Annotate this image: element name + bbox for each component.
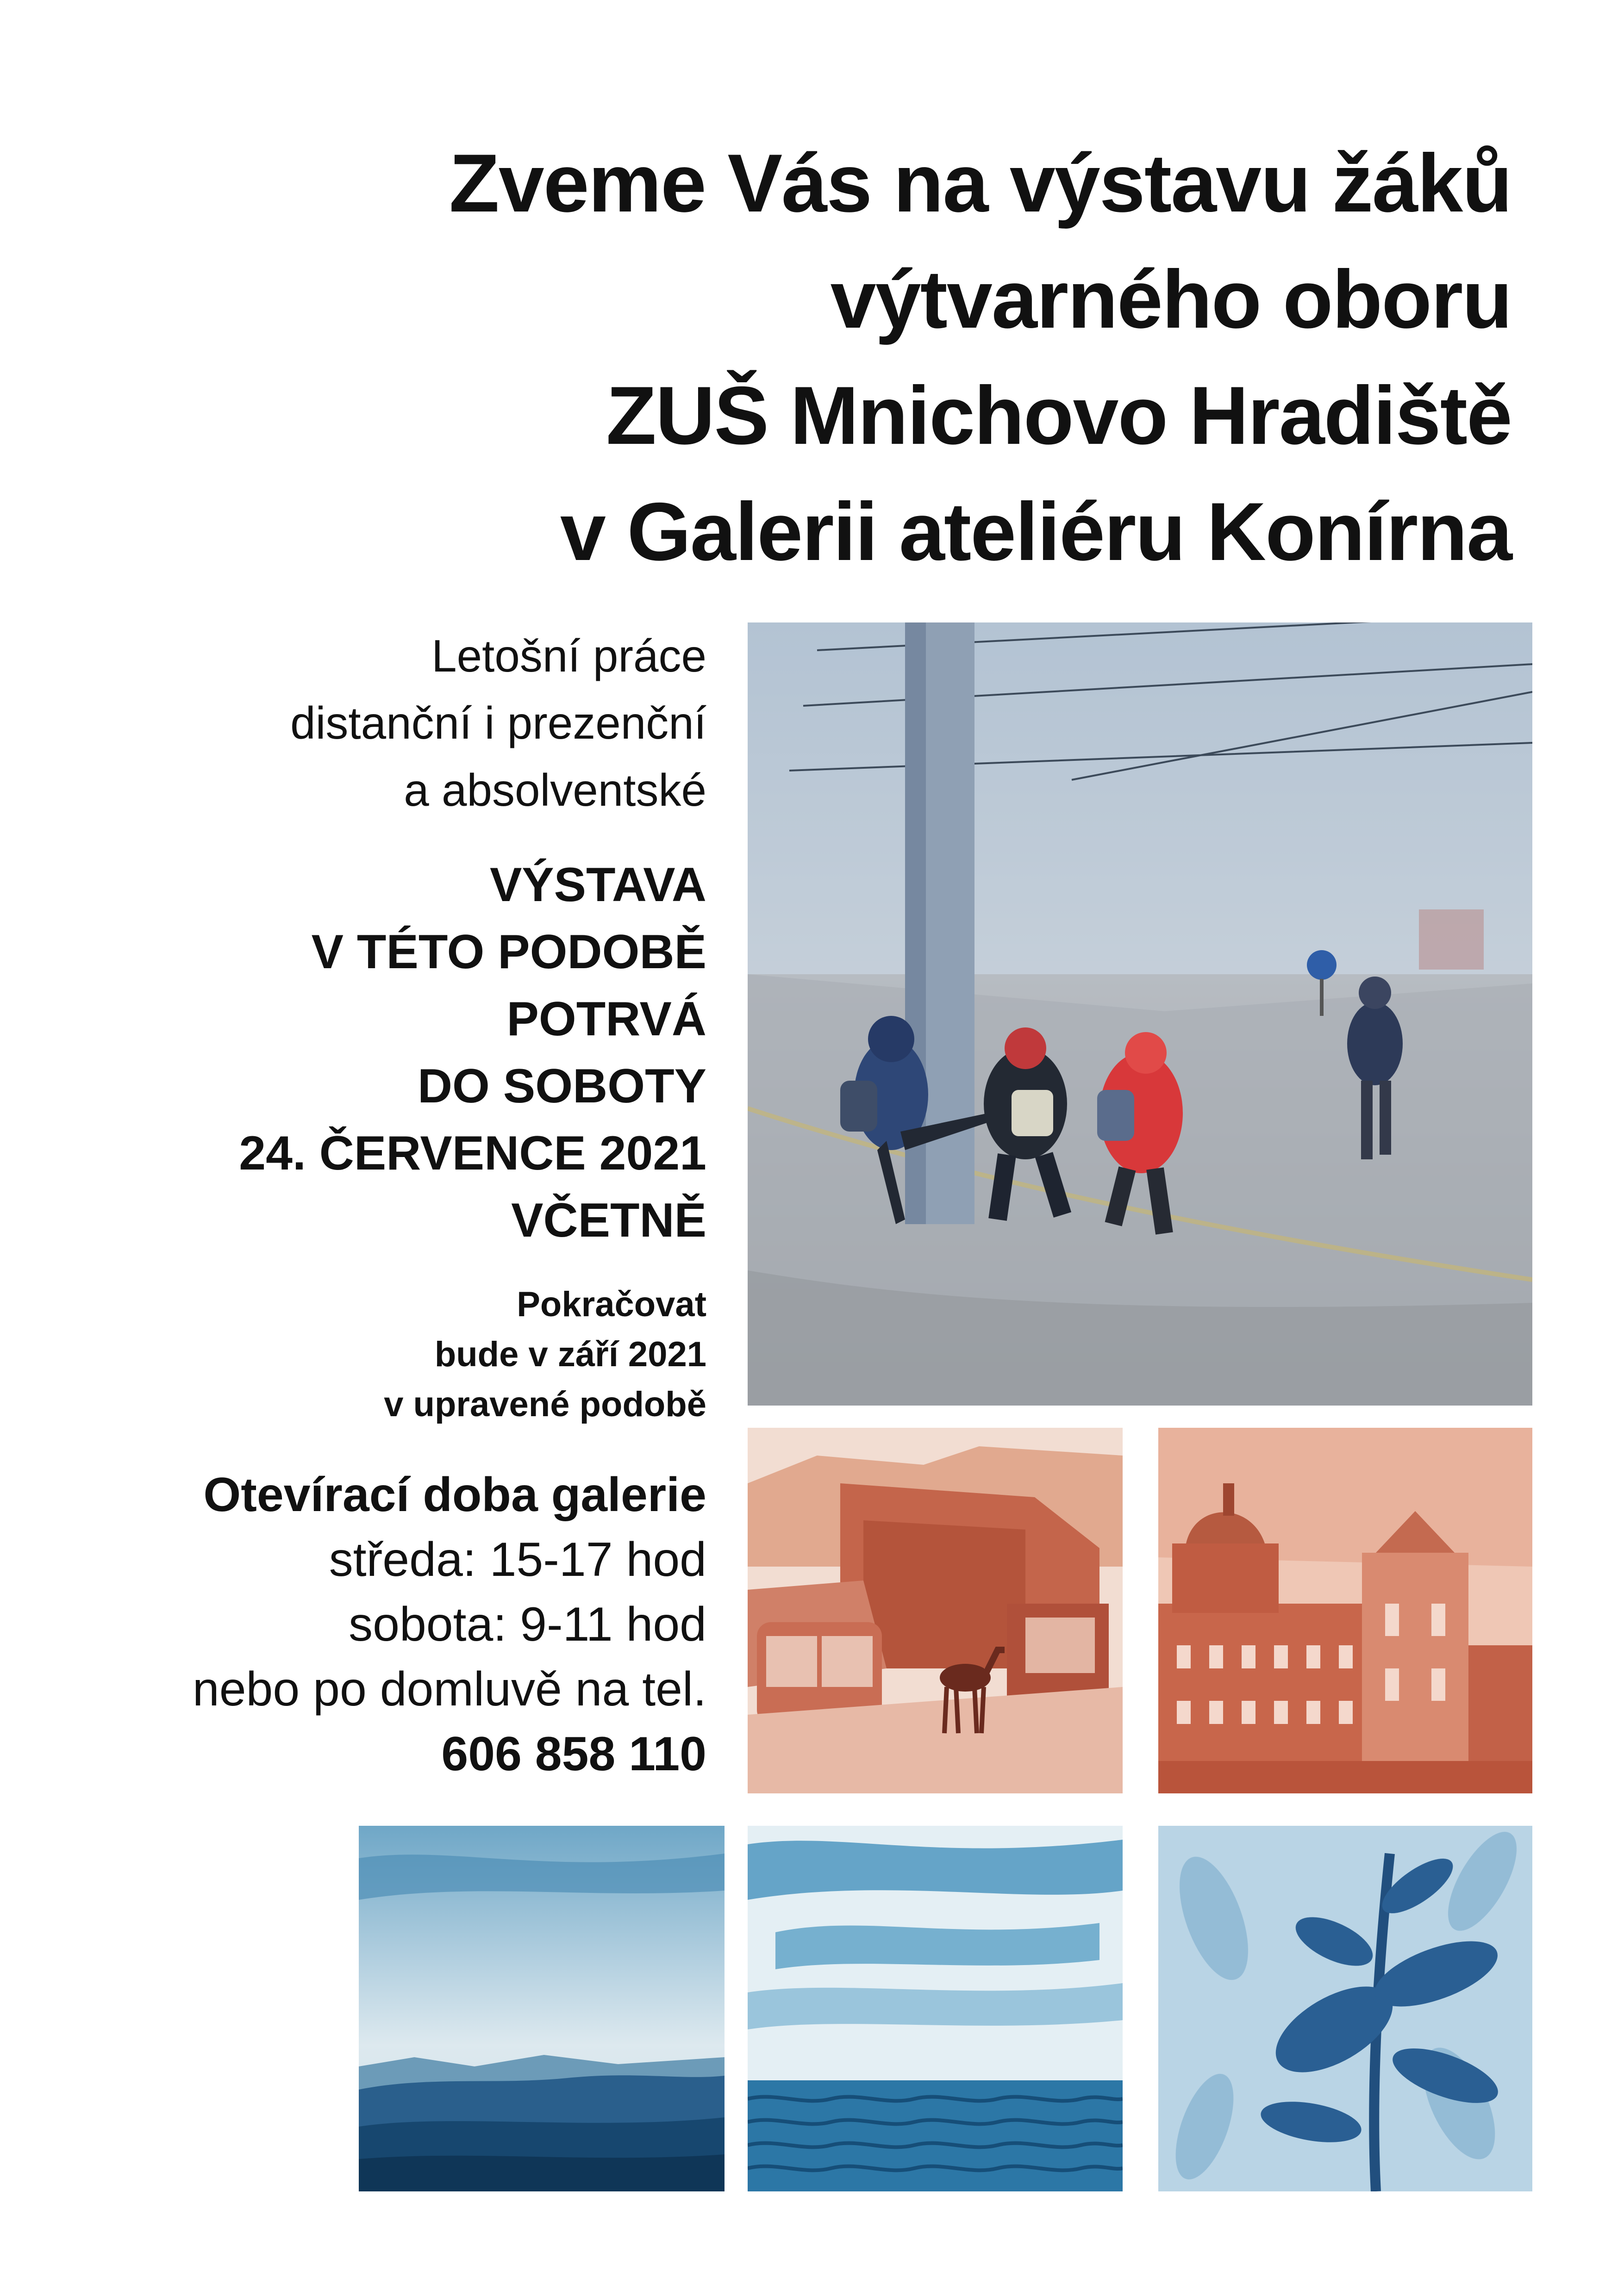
opening-hours-heading: Otevírací doba galerie xyxy=(203,1468,706,1522)
intro-text xyxy=(58,622,706,824)
painting-blue-landscape xyxy=(359,1826,725,2191)
title-line-1: Zveme Vás na výstavu žáků xyxy=(449,137,1512,229)
painting-blue-sea xyxy=(748,1826,1123,2191)
hours-wednesday: středa: 15-17 hod xyxy=(329,1533,706,1587)
notice-line-5: 24. ČERVENCE 2021 xyxy=(239,1126,706,1180)
title-line-2: výtvarného oboru xyxy=(830,253,1512,345)
hours-saturday: sobota: 9-11 hod xyxy=(349,1598,706,1651)
opening-hours xyxy=(58,1462,706,1786)
notice-line-6: VČETNĚ xyxy=(511,1194,706,1247)
poster-title xyxy=(123,125,1512,590)
intro-line-3: a absolventské xyxy=(404,765,706,815)
painting-red-street-camel xyxy=(748,1428,1123,1793)
painting-red-church xyxy=(1158,1428,1532,1793)
title-line-3: ZUŠ Mnichovo Hradiště xyxy=(606,369,1512,461)
continuation-line-2: bude v září 2021 xyxy=(434,1335,706,1374)
title-line-4: v Galerii ateliéru Konírna xyxy=(560,485,1512,578)
continuation-line-3: v upravené podobě xyxy=(384,1385,706,1424)
exhibition-notice xyxy=(58,852,706,1254)
continuation-line-1: Pokračovat xyxy=(517,1285,706,1324)
intro-line-2: distanční i prezenční xyxy=(290,697,706,748)
phone-number: 606 858 110 xyxy=(441,1727,706,1781)
continuation-note xyxy=(58,1280,706,1430)
notice-line-1: VÝSTAVA xyxy=(489,858,706,912)
painting-blue-plant xyxy=(1158,1826,1532,2191)
notice-line-3: POTRVÁ xyxy=(506,992,706,1046)
notice-line-4: DO SOBOTY xyxy=(417,1059,706,1113)
notice-line-2: V TÉTO PODOBĚ xyxy=(311,925,706,979)
painting-children-by-pole xyxy=(748,622,1532,1406)
hours-by-arrangement: nebo po domluvě na tel. xyxy=(192,1662,706,1716)
intro-line-1: Letošní práce xyxy=(431,630,706,681)
